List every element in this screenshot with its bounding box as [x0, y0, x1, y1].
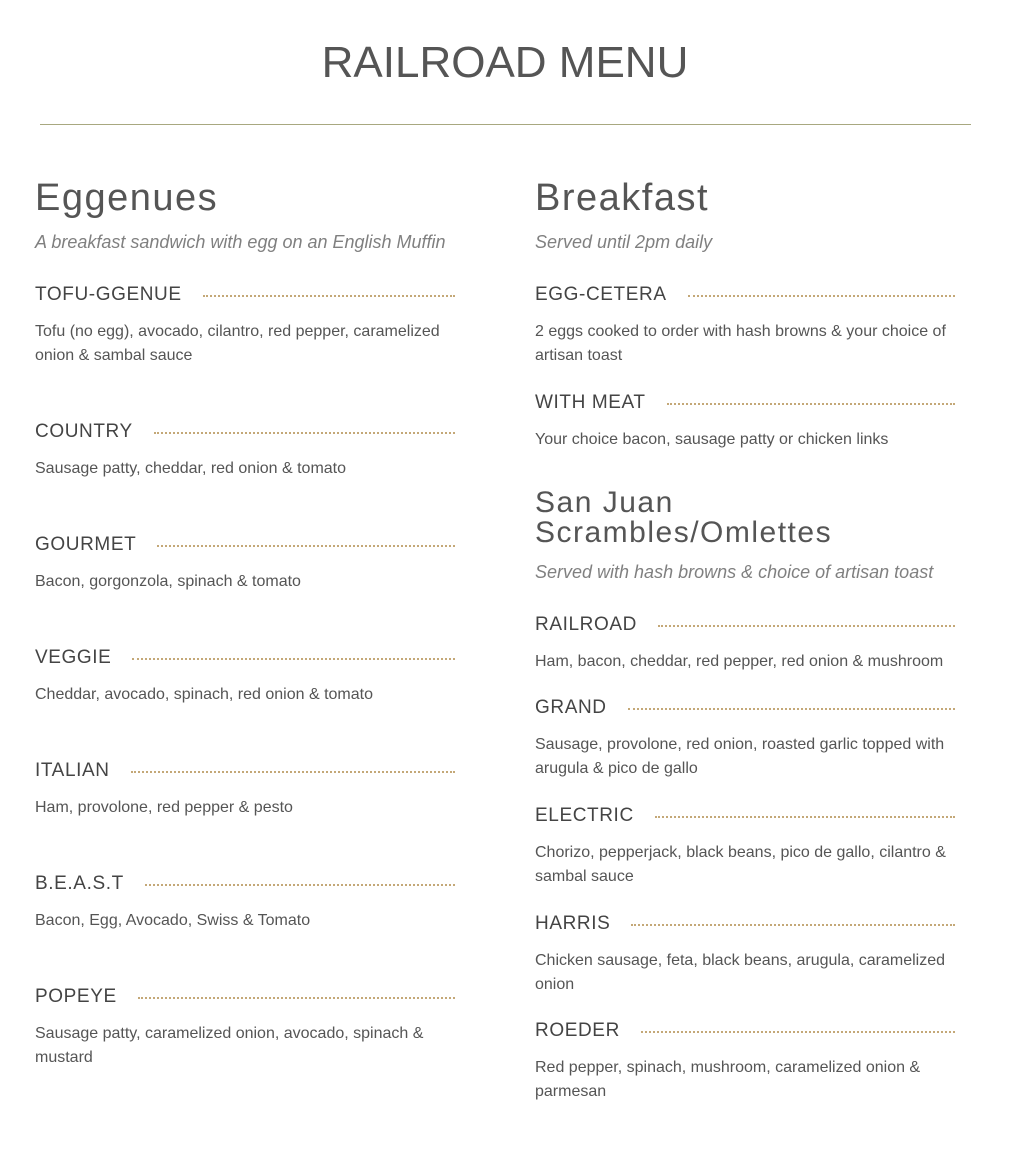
- menu-item-name: B.E.A.S.T: [35, 873, 124, 894]
- dotted-leader: [667, 403, 955, 405]
- menu-item: [35, 985, 455, 1070]
- menu-item-name: WITH MEAT: [535, 392, 646, 413]
- menu-item-name: HARRIS: [535, 913, 611, 934]
- menu-item-description: Cheddar, avocado, spinach, red onion & tomato: [35, 686, 373, 703]
- dotted-leader: [131, 771, 455, 773]
- menu-item: [35, 872, 455, 933]
- menu-item-name: RAILROAD: [535, 614, 637, 635]
- section-title: Breakfast: [535, 177, 710, 219]
- eggenues-section: [35, 178, 455, 1070]
- menu-item: [35, 646, 455, 707]
- menu-item: [35, 420, 455, 481]
- section-title-line1: San Juan: [535, 486, 674, 519]
- menu-item-description: Bacon, Egg, Avocado, Swiss & Tomato: [35, 912, 311, 929]
- section-title: Eggenues: [35, 177, 219, 219]
- menu-item-description: Sausage, provolone, red onion, roasted garlic topped with arugula & pico de gallo: [535, 736, 945, 777]
- section-subtitle: Served with hash browns & choice of artisan toast: [535, 562, 934, 582]
- menu-item-name: TOFU-GGENUE: [35, 284, 182, 305]
- menu-item-name: GOURMET: [35, 534, 137, 555]
- menu-item-name: ITALIAN: [35, 760, 110, 781]
- menu-item-name: EGG-CETERA: [535, 284, 667, 305]
- section-subtitle: A breakfast sandwich with egg on an English Muffin: [35, 232, 446, 252]
- section-title-line2: Scrambles/Omlettes: [535, 516, 833, 549]
- dotted-leader: [631, 924, 955, 926]
- dotted-leader: [157, 545, 455, 547]
- dotted-leader: [154, 432, 455, 434]
- menu-item-description: Bacon, gorgonzola, spinach & tomato: [35, 573, 301, 590]
- dotted-leader: [658, 625, 955, 627]
- menu-item-name: VEGGIE: [35, 647, 112, 668]
- menu-item-name: GRAND: [535, 697, 607, 718]
- menu-item-description: Tofu (no egg), avocado, cilantro, red pepper, caramelized onion & sambal sauce: [35, 323, 440, 364]
- menu-item-description: Your choice bacon, sausage patty or chicken links: [535, 431, 889, 448]
- section-title: [535, 488, 955, 548]
- dotted-leader: [138, 997, 455, 999]
- menu-item-name: POPEYE: [35, 986, 117, 1007]
- dotted-leader: [203, 295, 455, 297]
- menu-item: [535, 696, 955, 781]
- menu-item: [535, 613, 955, 674]
- dotted-leader: [641, 1031, 955, 1033]
- dotted-leader: [628, 708, 955, 710]
- page-title: RAILROAD MENU: [321, 38, 689, 87]
- menu-item-description: Chorizo, pepperjack, black beans, pico de gallo, cilantro & sambal sauce: [535, 844, 946, 885]
- menu-item-description: Ham, bacon, cheddar, red pepper, red onion & mushroom: [535, 653, 944, 670]
- menu-item: [35, 759, 455, 820]
- menu-item: [35, 533, 455, 594]
- menu-item: [535, 912, 955, 997]
- dotted-leader: [655, 816, 955, 818]
- menu-item: [35, 283, 455, 368]
- menu-item-description: Sausage patty, caramelized onion, avocado, spinach & mustard: [35, 1025, 424, 1066]
- menu-item: [535, 391, 955, 452]
- menu-item-description: Chicken sausage, feta, black beans, arugula, caramelized onion: [535, 952, 946, 993]
- dotted-leader: [145, 884, 455, 886]
- menu-item-description: Ham, provolone, red pepper & pesto: [35, 799, 293, 816]
- menu-item: [535, 1019, 955, 1104]
- dotted-leader: [132, 658, 455, 660]
- menu-item: [535, 804, 955, 889]
- scrambles-section: [535, 488, 955, 1104]
- menu-item-description: 2 eggs cooked to order with hash browns & your choice of artisan toast: [535, 323, 946, 364]
- section-subtitle: Served until 2pm daily: [535, 232, 713, 252]
- menu-item-name: ROEDER: [535, 1020, 620, 1041]
- dotted-leader: [688, 295, 955, 297]
- menu-item-description: Red pepper, spinach, mushroom, caramelized onion & parmesan: [535, 1059, 921, 1100]
- menu-item-description: Sausage patty, cheddar, red onion & tomato: [35, 460, 347, 477]
- menu-item: [535, 283, 955, 368]
- menu-item-name: ELECTRIC: [535, 805, 634, 826]
- title-divider: [40, 124, 971, 125]
- menu-item-name: COUNTRY: [35, 421, 133, 442]
- breakfast-section: [535, 178, 955, 1104]
